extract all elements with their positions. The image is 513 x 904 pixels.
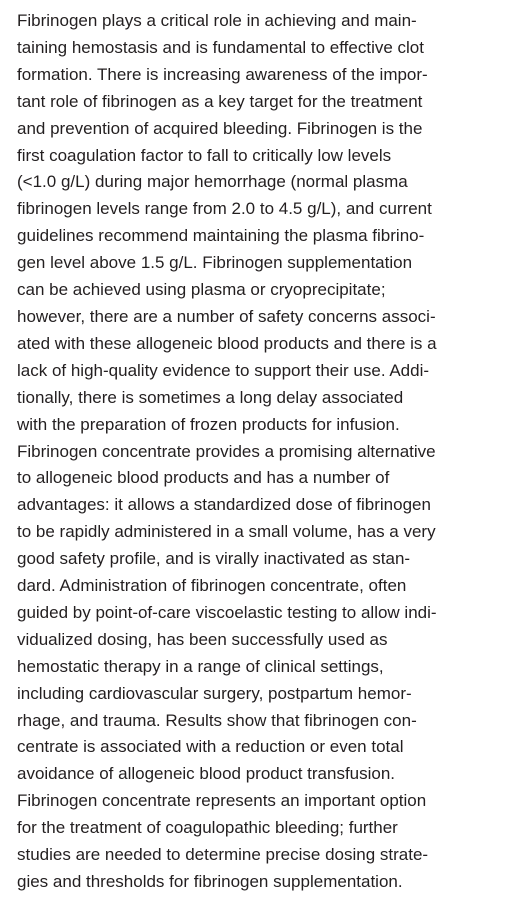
abstract-line: avoidance of allogeneic blood product transfusion. (17, 764, 396, 784)
abstract-line: guidelines recommend maintaining the plasma fibrino- (17, 226, 425, 246)
abstract-line: can be achieved using plasma or cryoprecipitate; (17, 280, 386, 300)
abstract-line: and prevention of acquired bleeding. Fibrinogen is the (17, 118, 423, 138)
abstract-line: centrate is associated with a reduction or even total (17, 737, 404, 757)
abstract-line: good safety profile, and is virally inactivated as stan- (17, 549, 411, 569)
abstract-line: to allogeneic blood products and has a number of (17, 468, 390, 488)
abstract-line: guided by point-of-care viscoelastic testing to allow indi- (17, 602, 437, 622)
abstract-line: advantages: it allows a standardized dose of fibrinogen (17, 495, 431, 515)
abstract-line: taining hemostasis and is fundamental to effective clot (17, 37, 424, 57)
abstract-line: gies and thresholds for fibrinogen supplementation. (17, 872, 403, 891)
abstract-line: first coagulation factor to fall to critically low levels (17, 145, 392, 165)
abstract-line: studies are needed to determine precise dosing strate- (17, 845, 429, 865)
abstract-line: however, there are a number of safety concerns associ- (17, 306, 436, 326)
abstract-line: to be rapidly administered in a small volume, has a very (17, 522, 436, 542)
abstract-line: dard. Administration of fibrinogen concentrate, often (17, 576, 407, 596)
abstract-line: Fibrinogen plays a critical role in achieving and main- (17, 11, 417, 30)
abstract-line: ated with these allogeneic blood products and there is a (17, 333, 437, 353)
abstract-line: lack of high-quality evidence to support their use. Addi- (17, 360, 430, 380)
abstract-line: vidualized dosing, has been successfully used as (17, 629, 388, 649)
abstract-line: (<1.0 g/L) during major hemorrhage (normal plasma (17, 172, 408, 192)
abstract-line: tant role of fibrinogen as a key target for the treatment (17, 91, 423, 111)
abstract-line: Fibrinogen concentrate represents an important option (17, 791, 427, 811)
abstract-line: hemostatic therapy in a range of clinical settings, (17, 656, 384, 676)
abstract-line: fibrinogen levels range from 2.0 to 4.5 g/L), and current (17, 199, 432, 219)
abstract-line: rhage, and trauma. Results show that fibrinogen con- (17, 710, 417, 730)
abstract-line: formation. There is increasing awareness of the impor- (17, 64, 428, 84)
abstract-line: Fibrinogen concentrate provides a promising alternative (17, 441, 436, 461)
abstract-line: with the preparation of frozen products for infusion. (17, 414, 400, 434)
abstract-line: tionally, there is sometimes a long delay associated (17, 387, 404, 407)
abstract-line: including cardiovascular surgery, postpartum hemor- (17, 683, 412, 703)
abstract-line: for the treatment of coagulopathic bleeding; further (17, 818, 398, 838)
abstract-paragraph (17, 8, 511, 896)
abstract-line: gen level above 1.5 g/L. Fibrinogen supplementation (17, 253, 413, 273)
